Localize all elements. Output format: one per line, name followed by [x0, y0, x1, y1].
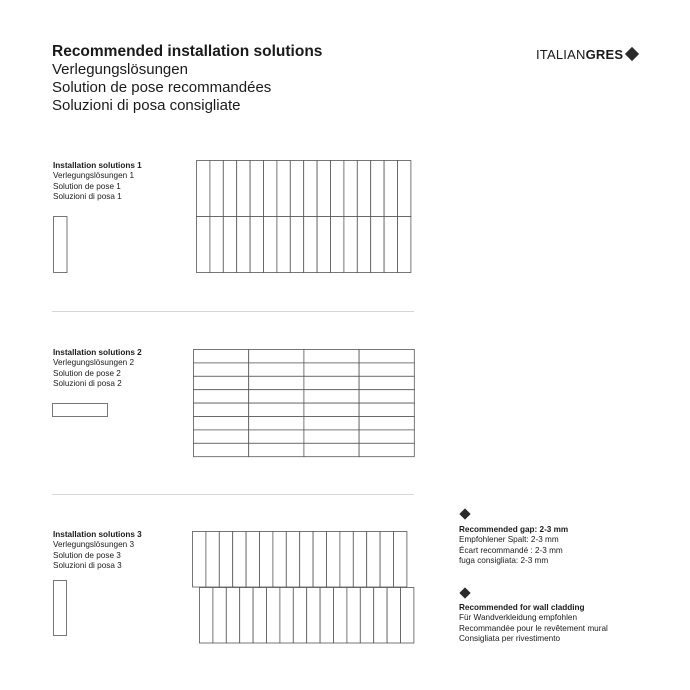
tile	[197, 217, 210, 273]
tile	[213, 588, 226, 644]
wall-note-italian: Consigliata per rivestimento	[459, 633, 561, 643]
tile	[194, 430, 249, 443]
tile	[223, 217, 236, 273]
tile	[267, 588, 280, 644]
tile	[317, 217, 330, 273]
tile	[260, 532, 273, 588]
tile	[317, 161, 330, 217]
section-divider-2	[52, 494, 414, 495]
tile	[277, 161, 290, 217]
tile	[277, 217, 290, 273]
title-italian: Soluzioni di posa consigliate	[52, 97, 241, 114]
tile	[384, 161, 397, 217]
tile	[237, 217, 250, 273]
tile	[313, 532, 326, 588]
section-1-german: Verlegungslösungen 1	[53, 171, 135, 181]
tile	[200, 588, 213, 644]
title-french: Solution de pose recommandées	[52, 79, 272, 96]
tile	[304, 403, 359, 416]
tile-sample-rect	[54, 581, 67, 636]
tile	[293, 588, 306, 644]
tile	[304, 161, 317, 217]
section-1-tile-sample	[53, 216, 68, 274]
tile	[359, 417, 414, 430]
tile	[237, 161, 250, 217]
tile	[394, 532, 407, 588]
tile	[327, 532, 340, 588]
tile	[249, 363, 304, 376]
gap-diamond-icon	[459, 508, 470, 519]
tile	[359, 443, 414, 456]
wall-note-german: Für Wandverkleidung empfohlen	[459, 613, 578, 623]
tile	[194, 443, 249, 456]
page-title	[52, 43, 322, 115]
wall-note-title: Recommended for wall cladding	[459, 603, 585, 612]
title-english: Recommended installation solutions	[52, 43, 323, 60]
section-3-german: Verlegungslösungen 3	[53, 540, 135, 550]
tile	[249, 430, 304, 443]
section-3-label	[53, 530, 142, 571]
tile	[249, 350, 304, 363]
section-2-label	[53, 348, 142, 389]
tile	[286, 532, 299, 588]
tile	[331, 217, 344, 273]
tile	[353, 532, 366, 588]
tile	[194, 376, 249, 389]
tile	[194, 363, 249, 376]
wall-note-french: Recommandée pour le revêtement mural	[459, 623, 608, 633]
section-2-italian: Soluzioni di posa 2	[53, 378, 122, 388]
wall-note	[459, 603, 608, 644]
tile	[359, 430, 414, 443]
tile	[344, 161, 357, 217]
tile	[264, 161, 277, 217]
tile	[210, 217, 223, 273]
tile	[226, 588, 239, 644]
tile	[367, 532, 380, 588]
gap-note-title: Recommended gap: 2-3 mm	[459, 525, 569, 534]
tile	[320, 588, 333, 644]
tile	[210, 161, 223, 217]
tile	[398, 217, 411, 273]
tile	[307, 588, 320, 644]
section-2-french: Solution de pose 2	[53, 368, 121, 378]
section-2-pattern	[193, 349, 415, 459]
tile	[359, 403, 414, 416]
gap-note-german: Empfohlener Spalt: 2-3 mm	[459, 535, 559, 545]
tile	[304, 350, 359, 363]
tile	[290, 161, 303, 217]
section-1-title: Installation solutions 1	[53, 161, 142, 170]
section-3-french: Solution de pose 3	[53, 550, 121, 560]
tile	[300, 532, 313, 588]
tile	[344, 217, 357, 273]
tile	[340, 532, 353, 588]
tile-sample-rect	[53, 404, 108, 417]
tile	[197, 161, 210, 217]
tile	[280, 588, 293, 644]
tile	[219, 532, 232, 588]
tile	[384, 217, 397, 273]
tile	[304, 390, 359, 403]
tile	[331, 161, 344, 217]
section-3-italian: Soluzioni di posa 3	[53, 560, 122, 570]
section-2-german: Verlegungslösungen 2	[53, 358, 135, 368]
wall-diamond-icon	[459, 587, 470, 598]
tile	[240, 588, 253, 644]
tile	[249, 376, 304, 389]
section-1-italian: Soluzioni di posa 1	[53, 191, 122, 201]
tile	[250, 161, 263, 217]
tile	[253, 588, 266, 644]
tile	[194, 390, 249, 403]
tile	[360, 588, 373, 644]
title-german: Verlegungslösungen	[52, 61, 188, 78]
logo-text-italian: ITALIAN	[536, 46, 586, 62]
tile	[273, 532, 286, 588]
tile	[359, 363, 414, 376]
tile	[387, 588, 400, 644]
section-3-title: Installation solutions 3	[53, 530, 142, 539]
tile	[359, 376, 414, 389]
tile	[290, 217, 303, 273]
tile	[264, 217, 277, 273]
tile	[249, 403, 304, 416]
tile	[334, 588, 347, 644]
gap-note-italian: fuga consigliata: 2-3 mm	[459, 555, 549, 565]
tile	[401, 588, 414, 644]
section-3-tile-sample	[53, 580, 68, 637]
tile	[359, 390, 414, 403]
tile	[304, 443, 359, 456]
tile	[380, 532, 393, 588]
logo-text-gres: GRES	[585, 46, 624, 62]
section-1-pattern	[196, 160, 414, 274]
tile	[249, 390, 304, 403]
tile	[193, 532, 206, 588]
tile-sample-rect	[54, 217, 68, 273]
tile	[194, 403, 249, 416]
tile	[304, 363, 359, 376]
tile	[250, 217, 263, 273]
tile	[223, 161, 236, 217]
tile	[304, 430, 359, 443]
section-1-label	[53, 161, 142, 202]
section-3-pattern	[192, 531, 416, 644]
tile	[194, 350, 249, 363]
tile	[398, 161, 411, 217]
gap-note-french: Écart recommandé : 2-3 mm	[459, 545, 563, 555]
section-2-title: Installation solutions 2	[53, 348, 142, 357]
section-1-french: Solution de pose 1	[53, 181, 121, 191]
tile	[206, 532, 219, 588]
brand-logo	[536, 46, 637, 62]
tile	[357, 161, 370, 217]
tile	[304, 217, 317, 273]
tile	[249, 417, 304, 430]
tile	[347, 588, 360, 644]
tile	[371, 161, 384, 217]
tile	[304, 376, 359, 389]
tile	[233, 532, 246, 588]
tile	[304, 417, 359, 430]
section-divider-1	[52, 311, 414, 312]
tile	[194, 417, 249, 430]
tile	[249, 443, 304, 456]
tile	[357, 217, 370, 273]
tile	[371, 217, 384, 273]
section-2-tile-sample	[52, 403, 109, 418]
diamond-icon	[625, 47, 639, 61]
tile	[359, 350, 414, 363]
tile	[374, 588, 387, 644]
gap-note	[459, 525, 568, 566]
tile	[246, 532, 259, 588]
